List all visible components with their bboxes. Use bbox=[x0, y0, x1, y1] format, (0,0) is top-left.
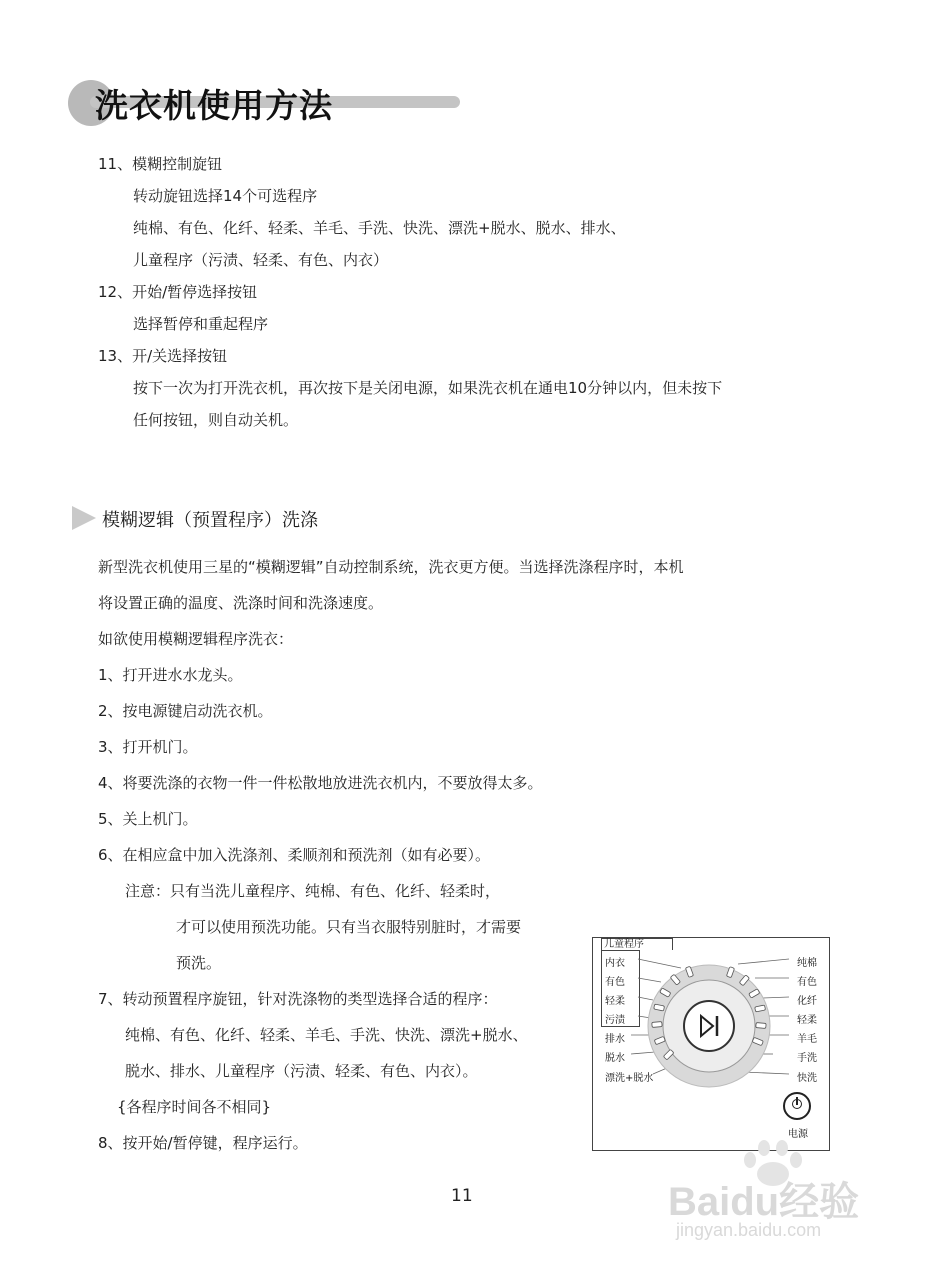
body-line: 2、按电源键启动洗衣机。 bbox=[98, 702, 273, 720]
program-label-right: 化纤 bbox=[797, 996, 817, 1007]
body-line: 1、打开进水水龙头。 bbox=[98, 666, 243, 684]
kid-program-label: 有色 bbox=[605, 977, 625, 988]
item-line: 选择暂停和重起程序 bbox=[133, 315, 269, 333]
body-line: 5、关上机门。 bbox=[98, 810, 198, 828]
kid-program-label: 内衣 bbox=[605, 958, 625, 969]
body-line: 纯棉、有色、化纤、轻柔、羊毛、手洗、快洗、漂洗+脱水、 bbox=[125, 1026, 528, 1044]
body-line: 将设置正确的温度、洗涤时间和洗涤速度。 bbox=[98, 594, 384, 612]
baidu-watermark bbox=[668, 1140, 888, 1250]
program-label-right: 羊毛 bbox=[797, 1034, 817, 1045]
program-label-right: 手洗 bbox=[797, 1053, 817, 1064]
item-line: 13、开/关选择按钮 bbox=[98, 347, 228, 365]
program-label-right: 纯棉 bbox=[797, 958, 817, 969]
control-panel-illustration bbox=[592, 937, 830, 1151]
body-line: 3、打开机门。 bbox=[98, 738, 198, 756]
program-label-left: 脱水 bbox=[605, 1053, 625, 1064]
program-label-right: 有色 bbox=[797, 977, 817, 988]
power-button-icon bbox=[783, 1092, 811, 1120]
kid-program-header: 儿童程序 bbox=[601, 938, 673, 950]
kid-program-label: 轻柔 bbox=[605, 996, 625, 1007]
body-line: 脱水、排水、儿童程序（污渍、轻柔、有色、内衣）。 bbox=[125, 1062, 478, 1080]
page-title: 洗衣机使用方法 bbox=[95, 86, 333, 125]
watermark-url: jingyan.baidu.com bbox=[676, 1220, 822, 1240]
item-line: 12、开始/暂停选择按钮 bbox=[98, 283, 258, 301]
item-line: 按下一次为打开洗衣机，再次按下是关闭电源，如果洗衣机在通电10分钟以内，但未按下 bbox=[133, 379, 723, 397]
body-line: 6、在相应盒中加入洗涤剂、柔顺剂和预洗剂（如有必要）。 bbox=[98, 846, 491, 864]
item-line: 任何按钮，则自动关机。 bbox=[133, 411, 299, 429]
item-line: 纯棉、有色、化纤、轻柔、羊毛、手洗、快洗、漂洗+脱水、脱水、排水、 bbox=[133, 219, 626, 237]
body-line: 如欲使用模糊逻辑程序洗衣： bbox=[98, 630, 294, 648]
note-line: 预洗。 bbox=[176, 954, 222, 972]
page-number: 11 bbox=[451, 1186, 473, 1206]
item-line: 11、模糊控制旋钮 bbox=[98, 155, 223, 173]
note-line: 才可以使用预洗功能。只有当衣服特别脏时，才需要 bbox=[176, 918, 522, 936]
program-label-left: 排水 bbox=[605, 1034, 625, 1045]
item-line: 转动旋钮选择14个可选程序 bbox=[133, 187, 318, 205]
body-line: 新型洗衣机使用三星的“模糊逻辑”自动控制系统，洗衣更方便。当选择洗涤程序时，本机 bbox=[98, 558, 684, 576]
section-triangle-icon bbox=[72, 506, 96, 530]
body-line: 7、转动预置程序旋钮，针对洗涤物的类型选择合适的程序： bbox=[98, 990, 498, 1008]
item-line: 儿童程序（污渍、轻柔、有色、内衣） bbox=[133, 251, 389, 269]
program-label-right: 快洗 bbox=[797, 1073, 817, 1084]
kid-program-label: 污渍 bbox=[605, 1015, 625, 1026]
body-line: 8、按开始/暂停键，程序运行。 bbox=[98, 1134, 308, 1152]
power-label: 电源 bbox=[788, 1129, 808, 1140]
section-title: 模糊逻辑（预置程序）洗涤 bbox=[102, 510, 318, 531]
program-label-left: 漂洗+脱水 bbox=[605, 1073, 654, 1084]
program-label-right: 轻柔 bbox=[797, 1015, 817, 1026]
watermark-brand: Baidu经验 bbox=[668, 1180, 860, 1224]
body-line: 4、将要洗涤的衣物一件一件松散地放进洗衣机内，不要放得太多。 bbox=[98, 774, 543, 792]
note-line: 注意：只有当洗儿童程序、纯棉、有色、化纤、轻柔时， bbox=[125, 882, 501, 900]
body-line: {各程序时间各不相同} bbox=[117, 1098, 272, 1116]
